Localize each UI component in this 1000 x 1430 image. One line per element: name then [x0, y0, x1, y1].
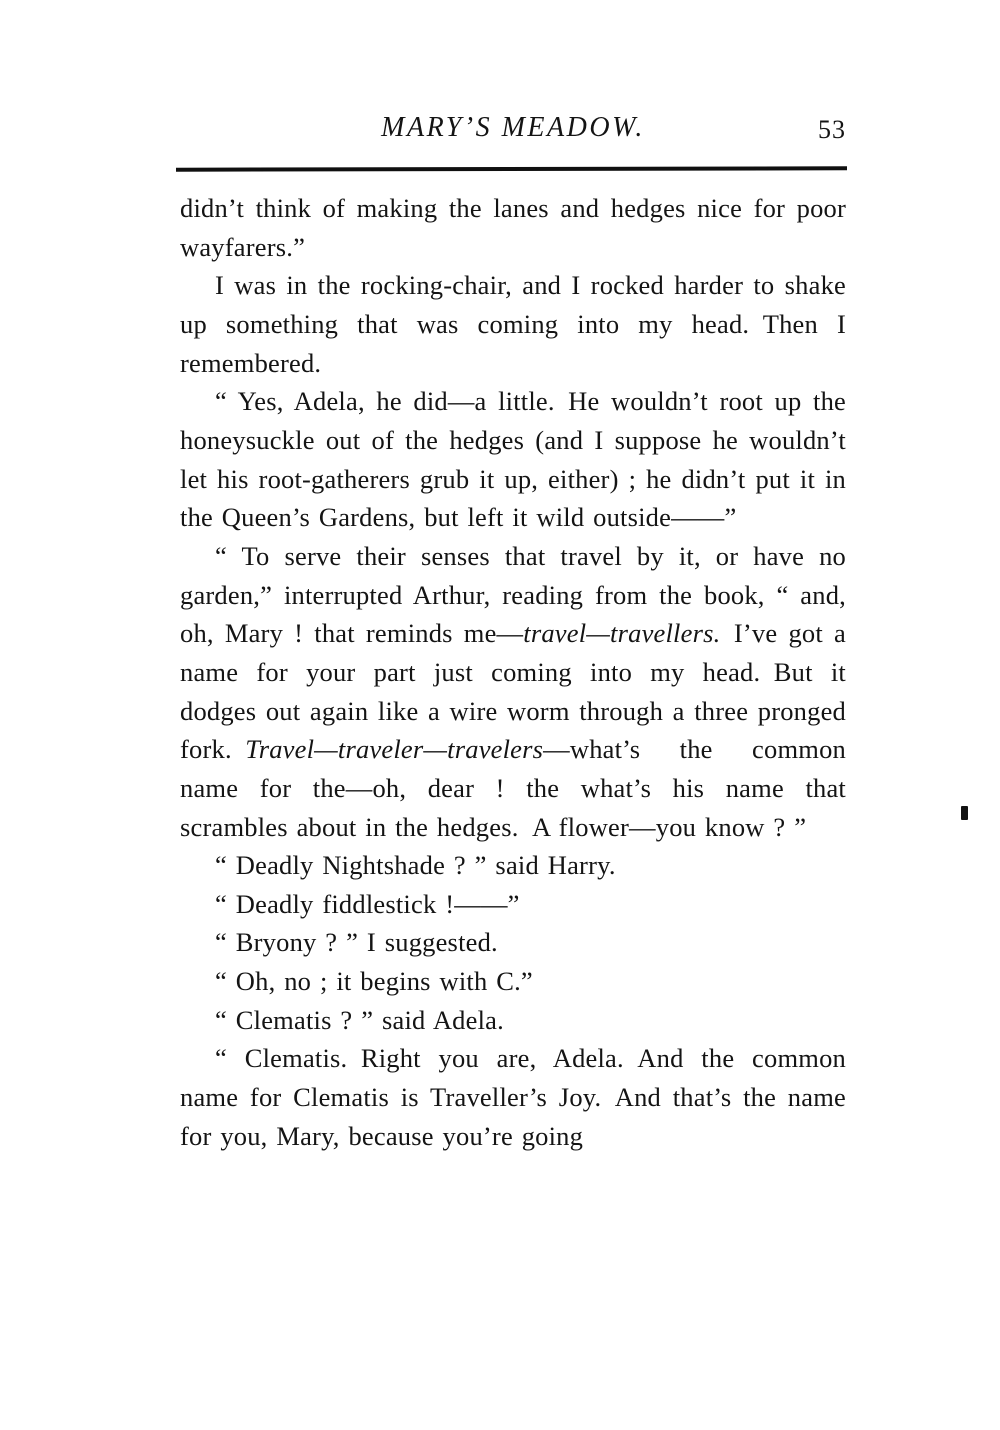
text-run: “ Oh, no ; it begins with C.” [215, 966, 533, 997]
text-run: “ Bryony ? ” I suggested. [215, 927, 498, 958]
text-run: I was in the rocking-chair, and I rocked harder to shake up something that was coming into my head. Then I remembered. [180, 270, 846, 378]
paragraph [180, 1039, 846, 1155]
paragraph [180, 1001, 846, 1040]
text-run: I’ve got a name for your part just coming into my head. But it dodges out again like a wire worm through a three pronged fork. [180, 618, 846, 765]
text-run: “ Clematis. Right you are, Adela. And the common name for Clematis is Traveller’s Joy. And that’s the name for you, Mary, because you’re going [180, 1043, 846, 1151]
text-run: “ Deadly fiddlestick !——” [215, 888, 520, 919]
paragraph [180, 266, 846, 382]
italic-text: Travel—traveler—travelers [245, 734, 544, 765]
paragraph [180, 537, 846, 846]
paragraph [180, 885, 846, 924]
page-body [180, 189, 846, 1155]
header-rule [176, 166, 847, 171]
paragraph [180, 846, 846, 885]
running-title: MARY’S MEADOW. [381, 112, 645, 143]
ink-speck-artifact [961, 806, 968, 820]
paragraph [180, 923, 846, 962]
page-number: 53 [818, 115, 846, 144]
text-run: —what’s the common name for the—oh, dear ! the what’s his name that scrambles about in the hedges. A flower—you know ? ” [180, 734, 846, 842]
italic-text: travel—travellers. [523, 618, 721, 649]
text-run: “ Yes, Adela, he did—a little. He wouldn’t root up the honeysuckle out of the hedges (and I suppose he wouldn’t let his root-gatherers grub it up, either) ; he didn’t put it in the Queen’s Gardens, but left it wild outside——” [180, 386, 846, 533]
text-run: “ Deadly Nightshade ? ” said Harry. [215, 850, 616, 881]
paragraph [180, 189, 846, 266]
paragraph [180, 962, 846, 1001]
text-run: didn’t think of making the lanes and hedges nice for poor wayfarers.” [180, 193, 846, 262]
text-run: “ To serve their senses that travel by it, or have no garden,” interrupted Arthur, reading from the book, “ and, oh, Mary ! that reminds me— [180, 540, 846, 649]
text-run: “ Clematis ? ” said Adela. [215, 1004, 504, 1035]
paragraph [180, 382, 846, 537]
